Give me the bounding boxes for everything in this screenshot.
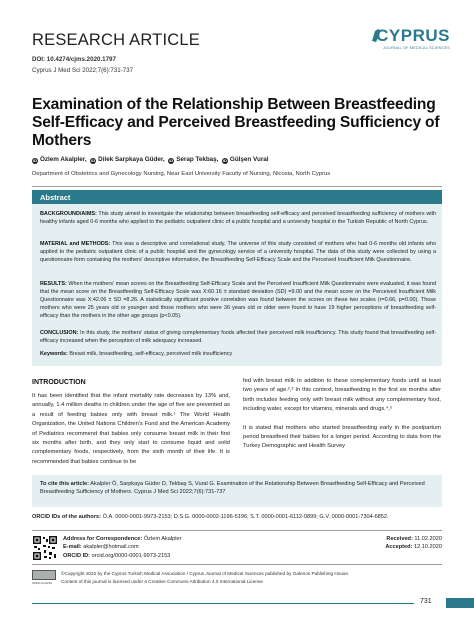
citation-label: To cite this article: [40,481,90,487]
citation-text: Akalpler Ö, Sarpkaya Güder D, Tekbaş S, Vural G. Examination of the Relationship Between Breastfeeding Self-Efficacy and Perceived Breastfeeding Sufficiency of Mothers. Cyprus J Med Sci 2022;7(6):731-737 [40,481,425,495]
email-link[interactable]: akalpler@hotmail.com [83,544,139,551]
received-label: Received: [386,536,413,542]
address-value: Özlem Akalpler [143,536,182,542]
author-name: Dilek Sarpkaya Güder [98,156,163,163]
orcid-icon[interactable]: iD [33,157,37,163]
article-type: RESEARCH ARTICLE [32,31,200,49]
abstract-heading: Abstract [40,193,71,202]
introduction-paragraph: It is stated that mothers who started breastfeeding early in the postpartum period breastfeed their babies for a longer period. According to data from the Turkey Demographic and Health Survey [243,424,441,450]
abstract-methods [40,240,436,264]
orcid-icon[interactable]: iD [169,157,174,163]
journal-logo-name: CYPRUS [376,26,450,45]
abstract-background [40,210,436,226]
keywords-text: Breast milk, breastfeeding, self-efficacy, perceived milk insufficiency [69,351,233,357]
license-text: Content of this journal is licensed under a Creative Commons Attribution 4.0 International License [61,578,263,584]
orcid-label: ORCID IDs of the authors: [32,514,101,520]
copyright-text: ©Copyright 2022 by the Cyprus Turkish Medical Association / Cyprus Journal of Medical Sciences published by Galenos Publishing House. [61,571,350,576]
methods-label: MATERIAL and METHODS: [40,241,111,247]
abstract-conclusion [40,329,436,345]
abstract-keywords [40,350,436,358]
conclusion-label: CONCLUSION: [40,330,79,336]
background-label: BACKGROUND/AIMS: [40,211,97,217]
keywords-label: Keywords: [40,351,68,357]
introduction-left-column: It has been identified that the infant mortality rate decreases by 13% and, annually, 1.4 million deaths in children under the age of five are prevented as a result of feeding babies only with breast milk.¹ The World Health Organization, the United Nations Children's Fund and the American Academy of Pediatrics recommend that babies only consume breast milk in their first six months after birth, and they only start to consume liquid and solid complementary foods, respectively, from the sixth month of their life. It is recommended that babies continue to be [32,393,230,465]
results-label: RESULTS: [40,281,67,287]
citation-text-block [40,480,436,496]
orcid-link[interactable]: orcid.org/0000-0001-9973-2153 [91,552,171,559]
author-list: iD Özlem Akalpler, iD Dilek Sarpkaya Güder, iD Serap Tekbaş, iD Gülşen Vural [33,156,269,163]
orcid-icon[interactable]: iD [222,157,227,163]
divider [32,530,442,531]
article-dates [340,535,442,552]
email-label: E-mail: [63,544,82,551]
background-text: This study aimed to investigate the relationship between breastfeeding self-efficacy and perceived breastfeeding sufficiency of mothers with healthy infants aged 0-6 months who applied to the pediatric outpatient clinic of a public hospital and a university hospital in the Turkish Republic of North Cyprus. [40,211,436,226]
divider [32,186,442,187]
accepted-date: 12.10.2020 [414,544,442,551]
copyright-block [61,570,431,586]
abstract-header-bar [32,190,442,204]
author-name: Gülşen Vural [229,156,269,163]
introduction-heading: INTRODUCTION [32,379,86,386]
article-title: Examination of the Relationship Between Breastfeeding Self-Efficacy and Perceived Breastfeeding Sufficiency of Mothers [32,96,440,150]
doi[interactable]: DOI: 10.4274/cjms.2020.1797 [32,56,116,63]
journal-logo-subtitle: JOURNAL OF MEDICAL SCIENCES [383,46,450,50]
author-name: Özlem Akalpler [40,156,85,163]
correspondence-block [63,535,303,560]
affiliation: Department of Obstetrics and Gynecology Nursing, Near East University Faculty of Nursing, Nicosia, North Cyprus [32,171,331,177]
introduction-paragraph: fed with breast milk in addition to these complementary foods until at least two years of age.²,³ In this context, breastfeeding in the first six months after birth includes feeding only with breast milk without any complementary food, including water, except for vitamins, minerals and drugs.⁴,⁵ [243,378,441,413]
footer-accent-bar [446,598,474,608]
results-text: When the mothers' mean scores on the Breastfeeding Self-Efficacy Scale and the Perceived Insufficient Milk Questionnaire were evaluated, it was found that the mean score on the Breastfeeding Self-Efficacy Scale was X:60.16 ± standard deviation (SD) =9.00 and the mean score on the Perceived Insufficient Milk Questionnaire was X:42.06 ± SD =8.26. A statistically significant positive correlation was found between the scores on these two scales (r=0.66, p=0.00). Those mothers who were 25 years old or younger and those mothers who were 36 years old or older were found to have 19 higher perceptions of breastfeeding self-efficacy than the mothers in the other age groups (p<0.05). [40,281,436,320]
qr-code-icon [32,535,58,561]
footer-rule [32,603,414,604]
orcid-id-label: ORCID ID: [63,552,91,559]
address-label: Address for Correspondence: [63,536,143,542]
introduction-right-column [243,377,441,452]
conclusion-text: In this study, the mothers' status of giving complementary foods affected their perceived milk insufficiency. This study found that breastfeeding self-efficacy increased when the perception of milk adequacy increased. [40,330,436,345]
journal-logo [370,26,450,48]
journal-citation: Cyprus J Med Sci 2022;7(6):731-737 [32,67,134,74]
creative-commons-badge-icon[interactable] [32,570,56,580]
accepted-label: Accepted: [385,544,413,551]
orcid-icon[interactable]: iD [91,157,96,163]
received-date: 11.02.2020 [414,536,442,542]
divider [32,564,442,565]
orcid-ids [32,514,442,520]
page-number: 731 [420,598,432,605]
author-name: Serap Tekbaş [176,156,217,163]
open-access-label: OPEN ACCESS [32,581,53,585]
orcid-text: Ö.A. 0000-0001-9973-2153; D.S.G. 0000-0002-1196-5196; S.T. 0000-0001-6112-0899; G.V. 0000-0001-7304-6852. [102,514,389,520]
abstract-results [40,280,436,320]
methods-text: This was a descriptive and correlational study. The universe of this study consisted of mothers who had 0-6 months old infants who applied to the pediatric outpatient clinic of a public hospital and the gynecology service of a university hospital. The data of this study were collected by using a questionnaire form containing the mothers' descriptive information, the Breastfeeding Self-Efficacy Scale and the Perceived Insufficient Milk Questionnaire. [40,241,436,264]
